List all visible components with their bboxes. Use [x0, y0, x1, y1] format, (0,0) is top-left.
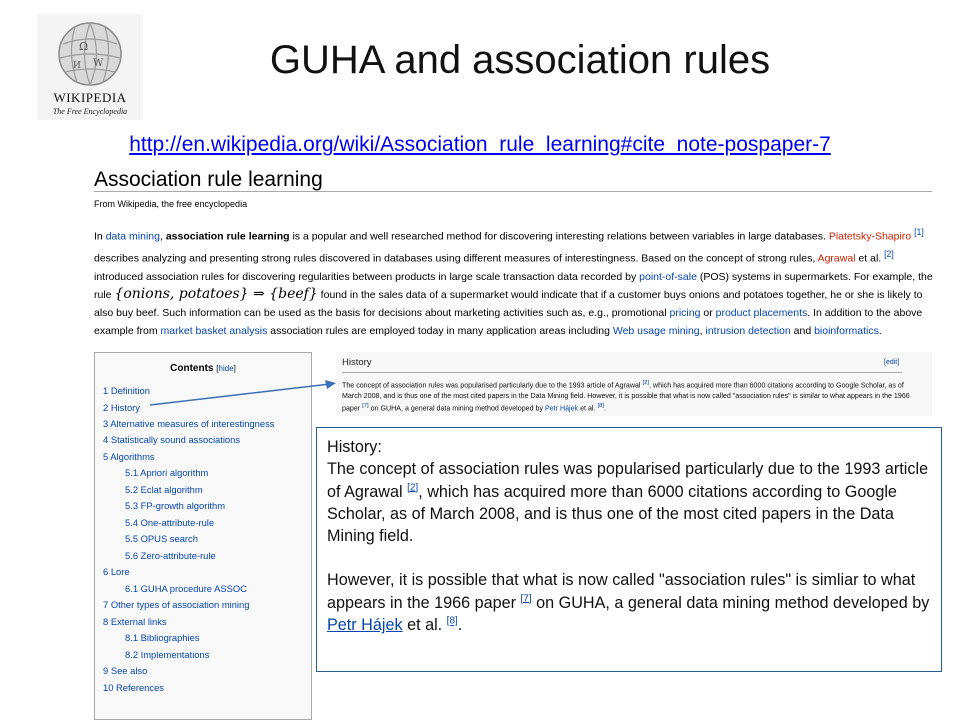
toc-item-eclat[interactable]: 5.2 Eclat algorithm [125, 484, 203, 495]
toc-item-fp-growth[interactable]: 5.3 FP-growth algorithm [125, 500, 226, 511]
logo-tagline: The Free Encyclopedia [52, 107, 128, 116]
link-point-of-sale[interactable]: point-of-sale [639, 270, 697, 283]
history-ref-2[interactable]: [2] [642, 380, 650, 386]
ref-1[interactable]: [1] [914, 227, 924, 237]
toc-hide-link[interactable]: hide [218, 364, 234, 373]
history-ref-8[interactable]: [8] [597, 403, 605, 410]
link-pricing[interactable]: pricing [669, 307, 701, 320]
history-heading-divider [342, 372, 902, 373]
svg-text:И: И [73, 61, 81, 71]
source-url-link[interactable]: http://en.wikipedia.org/wiki/Association_rule_learning#cite_note-pospaper-7 [129, 133, 831, 156]
slide-title: GUHA and association rules [269, 38, 771, 82]
toc-item-implementations[interactable]: 8.2 Implementations [125, 649, 210, 660]
toc-item-other-types[interactable]: 7 Other types of association mining [103, 599, 250, 610]
toc-item-external-links[interactable]: 8 External links [103, 616, 167, 627]
toc-item-definition[interactable]: 1 Definition [103, 385, 150, 396]
history-section-heading: History [342, 357, 372, 368]
ref-2[interactable]: [2] [884, 249, 894, 260]
toc-item-guha-assoc[interactable]: 6.1 GUHA procedure ASSOC [125, 583, 247, 594]
pointer-arrow [150, 378, 340, 410]
history-edit-link[interactable]: [edit] [884, 359, 900, 366]
link-web-usage-mining[interactable]: Web usage mining [612, 324, 700, 337]
toc-item-bibliographies[interactable]: 8.1 Bibliographies [125, 632, 200, 643]
callout-heading: History: [327, 438, 382, 456]
callout-paragraph-1: The concept of association rules was popularised particularly due to the 1993 article of Agrawal [2], which has acquired more than 6000 citations according to Google Scholar, as of March 2008, and is thus one of the most cited papers in the Data Mining field. [327, 460, 929, 546]
link-intrusion-detection[interactable]: intrusion detection [705, 324, 791, 337]
toc-item-statistically-sound[interactable]: 4 Statistically sound associations [103, 434, 241, 445]
bold-term: association rule learning [165, 230, 290, 243]
puzzle-globe-icon [55, 20, 125, 88]
toc-item-history[interactable]: 2 History [103, 402, 140, 413]
toc-item-lore[interactable]: 6 Lore [103, 566, 130, 577]
rule-formula: {onions, potatoes} ⇒ {beef} [114, 286, 318, 303]
toc-item-apriori[interactable]: 5.1 Apriori algorithm [125, 467, 209, 478]
toc-item-one-attribute-rule[interactable]: 5.4 One-attribute-rule [125, 517, 215, 528]
toc-item-references[interactable]: 10 References [103, 682, 164, 693]
link-data-mining[interactable]: data mining [105, 230, 160, 243]
link-piatetsky-shapiro[interactable]: Piatetsky-Shapiro [828, 230, 912, 243]
callout-ref-2[interactable]: [2] [407, 482, 419, 494]
svg-text:Ω: Ω [79, 40, 89, 53]
article-title: Association rule learning [94, 168, 323, 191]
toc-item-see-also[interactable]: 9 See also [103, 665, 148, 676]
toc-item-alternative-measures[interactable]: 3 Alternative measures of interestingness [103, 418, 275, 429]
toc-item-opus-search[interactable]: 5.5 OPUS search [125, 533, 198, 544]
history-callout-box [316, 427, 942, 672]
link-agrawal[interactable]: Agrawal [817, 252, 856, 265]
link-market-basket-analysis[interactable]: market basket analysis [160, 324, 268, 337]
callout-ref-8[interactable]: [8] [446, 615, 458, 627]
history-section-text: The concept of association rules was popularised particularly due to the 1993 article of Agrawal [2], which has acquired more than 6000 citations according to Google Scholar, as of March 2008, and is thus one of the most cited papers in the Data Mining field. However, it is possible that what is now called "association rules" is similar to what appears in the 1966 paper [7] on GUHA, a general data mining method developed by Petr Hájek et al. [8]. [342, 380, 910, 413]
toc-item-zero-attribute-rule[interactable]: 5.6 Zero-attribute-rule [125, 550, 216, 561]
toc-item-algorithms[interactable]: 5 Algorithms [103, 451, 155, 462]
svg-text:W: W [93, 58, 104, 69]
title-divider [94, 191, 932, 192]
article-intro: In data mining, association rule learning is a popular and well researched method for discovering interesting relations between variables in large databases. Piatetsky-Shapiro [1] describes analyzing and presenting strong rules discovered in databases using different measures of interestingness. Based on the concept of strong rules, Agrawal et al. [2] introduced association rules for discovering regularities between products in large scale transaction data recorded by point-of-sale (POS) systems in supermarkets. For example, the rule {onions, potatoes} ⇒ {beef} found in the sales data of a supermarket would indicate that if a customer buys onions and potatoes together, he or she is likely to also buy beef. Such information can be used as the basis for decisions about marketing activities such as, e.g., promotional pricing or product placements. In addition to the above example from market basket analysis association rules are employed today in many application areas including Web usage mining, intrusion detection and bioinformatics. [94, 227, 933, 337]
callout-ref-7[interactable]: [7] [520, 593, 532, 605]
link-product-placements[interactable]: product placements [715, 307, 808, 320]
callout-link-petr-hajek[interactable]: Petr Hájek [327, 616, 403, 635]
history-ref-7[interactable]: [7] [362, 403, 369, 410]
callout-paragraph-2: However, it is possible that what is now called "association rules" is simliar to what appears in the 1966 paper [7] on GUHA, a general data mining method developed by Petr Hájek et al. [8]. [327, 571, 930, 635]
link-bioinformatics[interactable]: bioinformatics [814, 324, 879, 337]
toc-heading: Contents [hide] [170, 363, 236, 374]
article-source-note: From Wikipedia, the free encyclopedia [94, 199, 248, 209]
history-link-petr-hajek[interactable]: Petr Hájek [544, 404, 579, 413]
logo-wordmark: WIKIPEDIA [53, 90, 127, 105]
